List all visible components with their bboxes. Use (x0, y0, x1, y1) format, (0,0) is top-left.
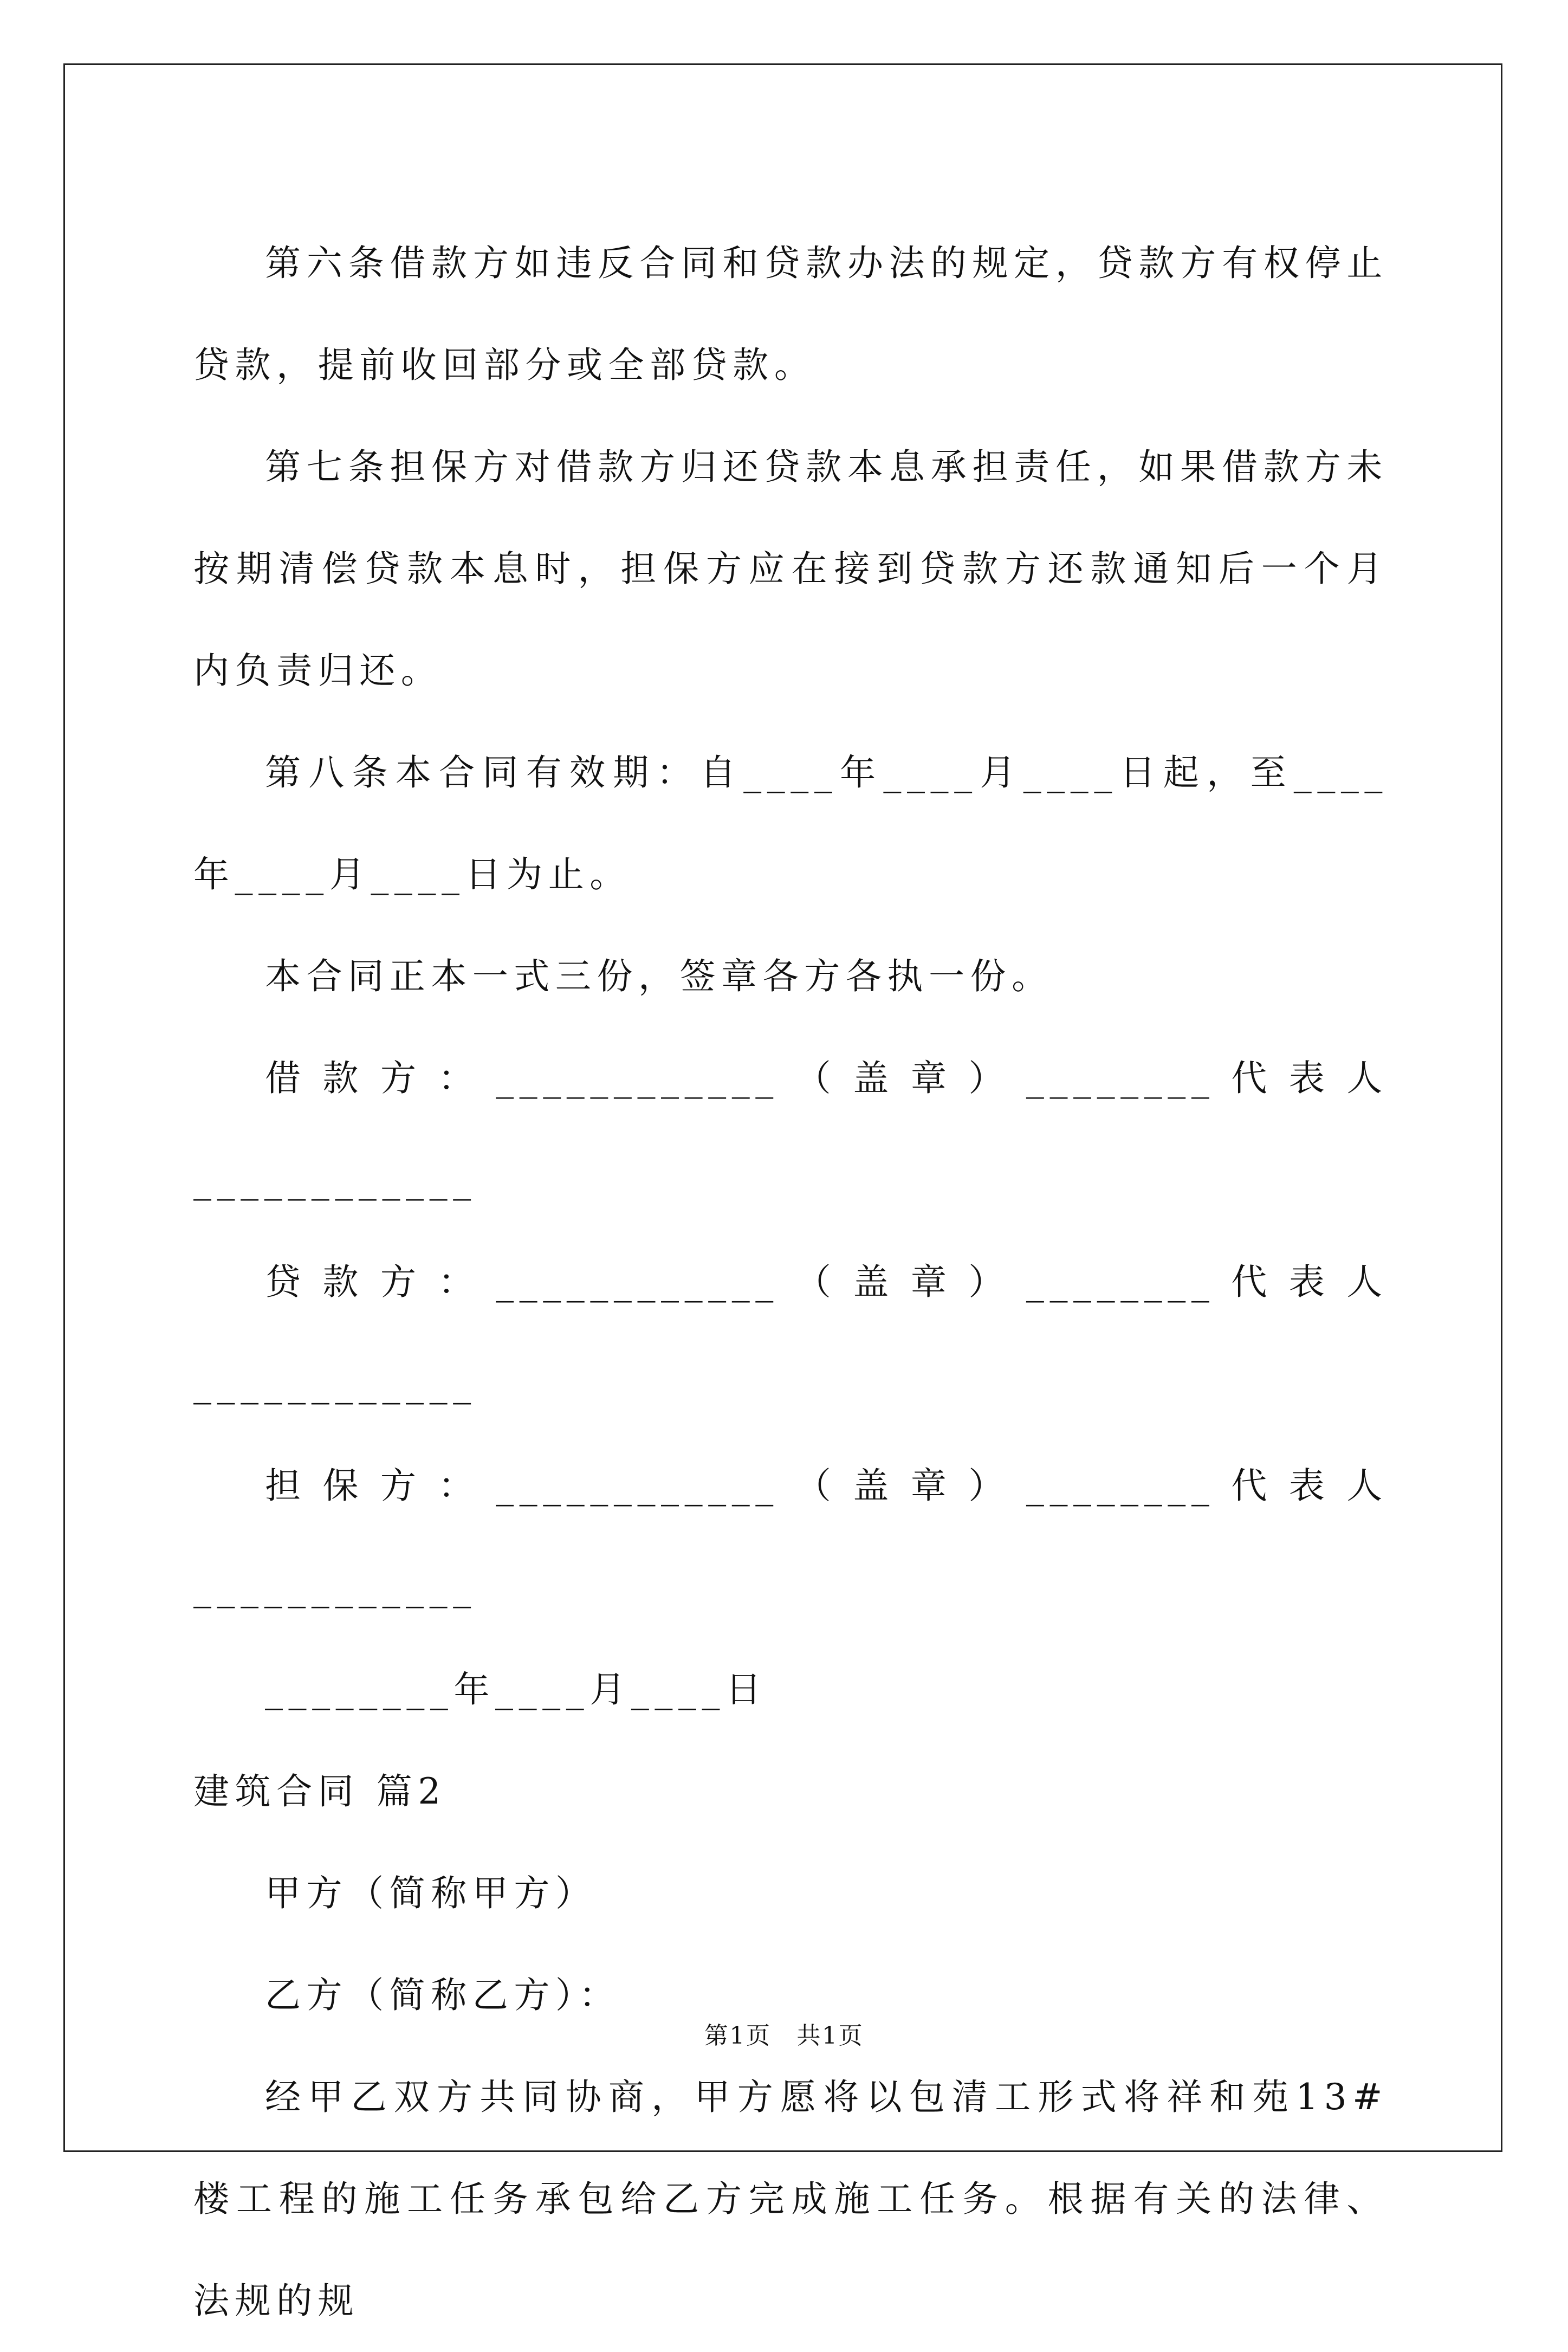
lender-signature-line: 贷款方：____________（盖章）________代表人____________ (193, 1261, 1388, 1405)
section-heading: 建筑合同 篇2 (193, 1771, 446, 1812)
article-6-paragraph: 第六条借款方如违反合同和贷款办法的规定，贷款方有权停止贷款，提前收回部分或全部贷款。 (193, 242, 1388, 386)
agreement-intro-paragraph: 经甲乙双方共同协商，甲方愿将以包清工形式将祥和苑13#楼工程的施工任务承包给乙方完成施工任务。根据有关的法律、法规的规 (193, 2076, 1388, 2322)
date-line: ________年____月____日 (265, 1669, 767, 1710)
copies-paragraph: 本合同正本一式三份，签章各方各执一份。 (265, 955, 1053, 997)
party-b-line: 乙方（简称乙方）： (265, 1974, 621, 2016)
article-7-paragraph: 第七条担保方对借款方归还贷款本息承担责任，如果借款方未按期清偿贷款本息时，担保方应在接到贷款方还款通知后一个月内负责归还。 (193, 446, 1388, 692)
guarantor-signature-line: 担保方：____________（盖章）________代表人____________ (193, 1465, 1388, 1608)
borrower-signature-line: 借款方：____________（盖章）________代表人____________ (193, 1057, 1388, 1201)
article-8-paragraph: 第八条本合同有效期：自____年____月____日起，至____年____月____日为止。 (193, 752, 1388, 895)
party-a-line: 甲方（简称甲方） (265, 1872, 597, 1914)
page-footer: 第1页 共1页 (704, 2022, 864, 2050)
